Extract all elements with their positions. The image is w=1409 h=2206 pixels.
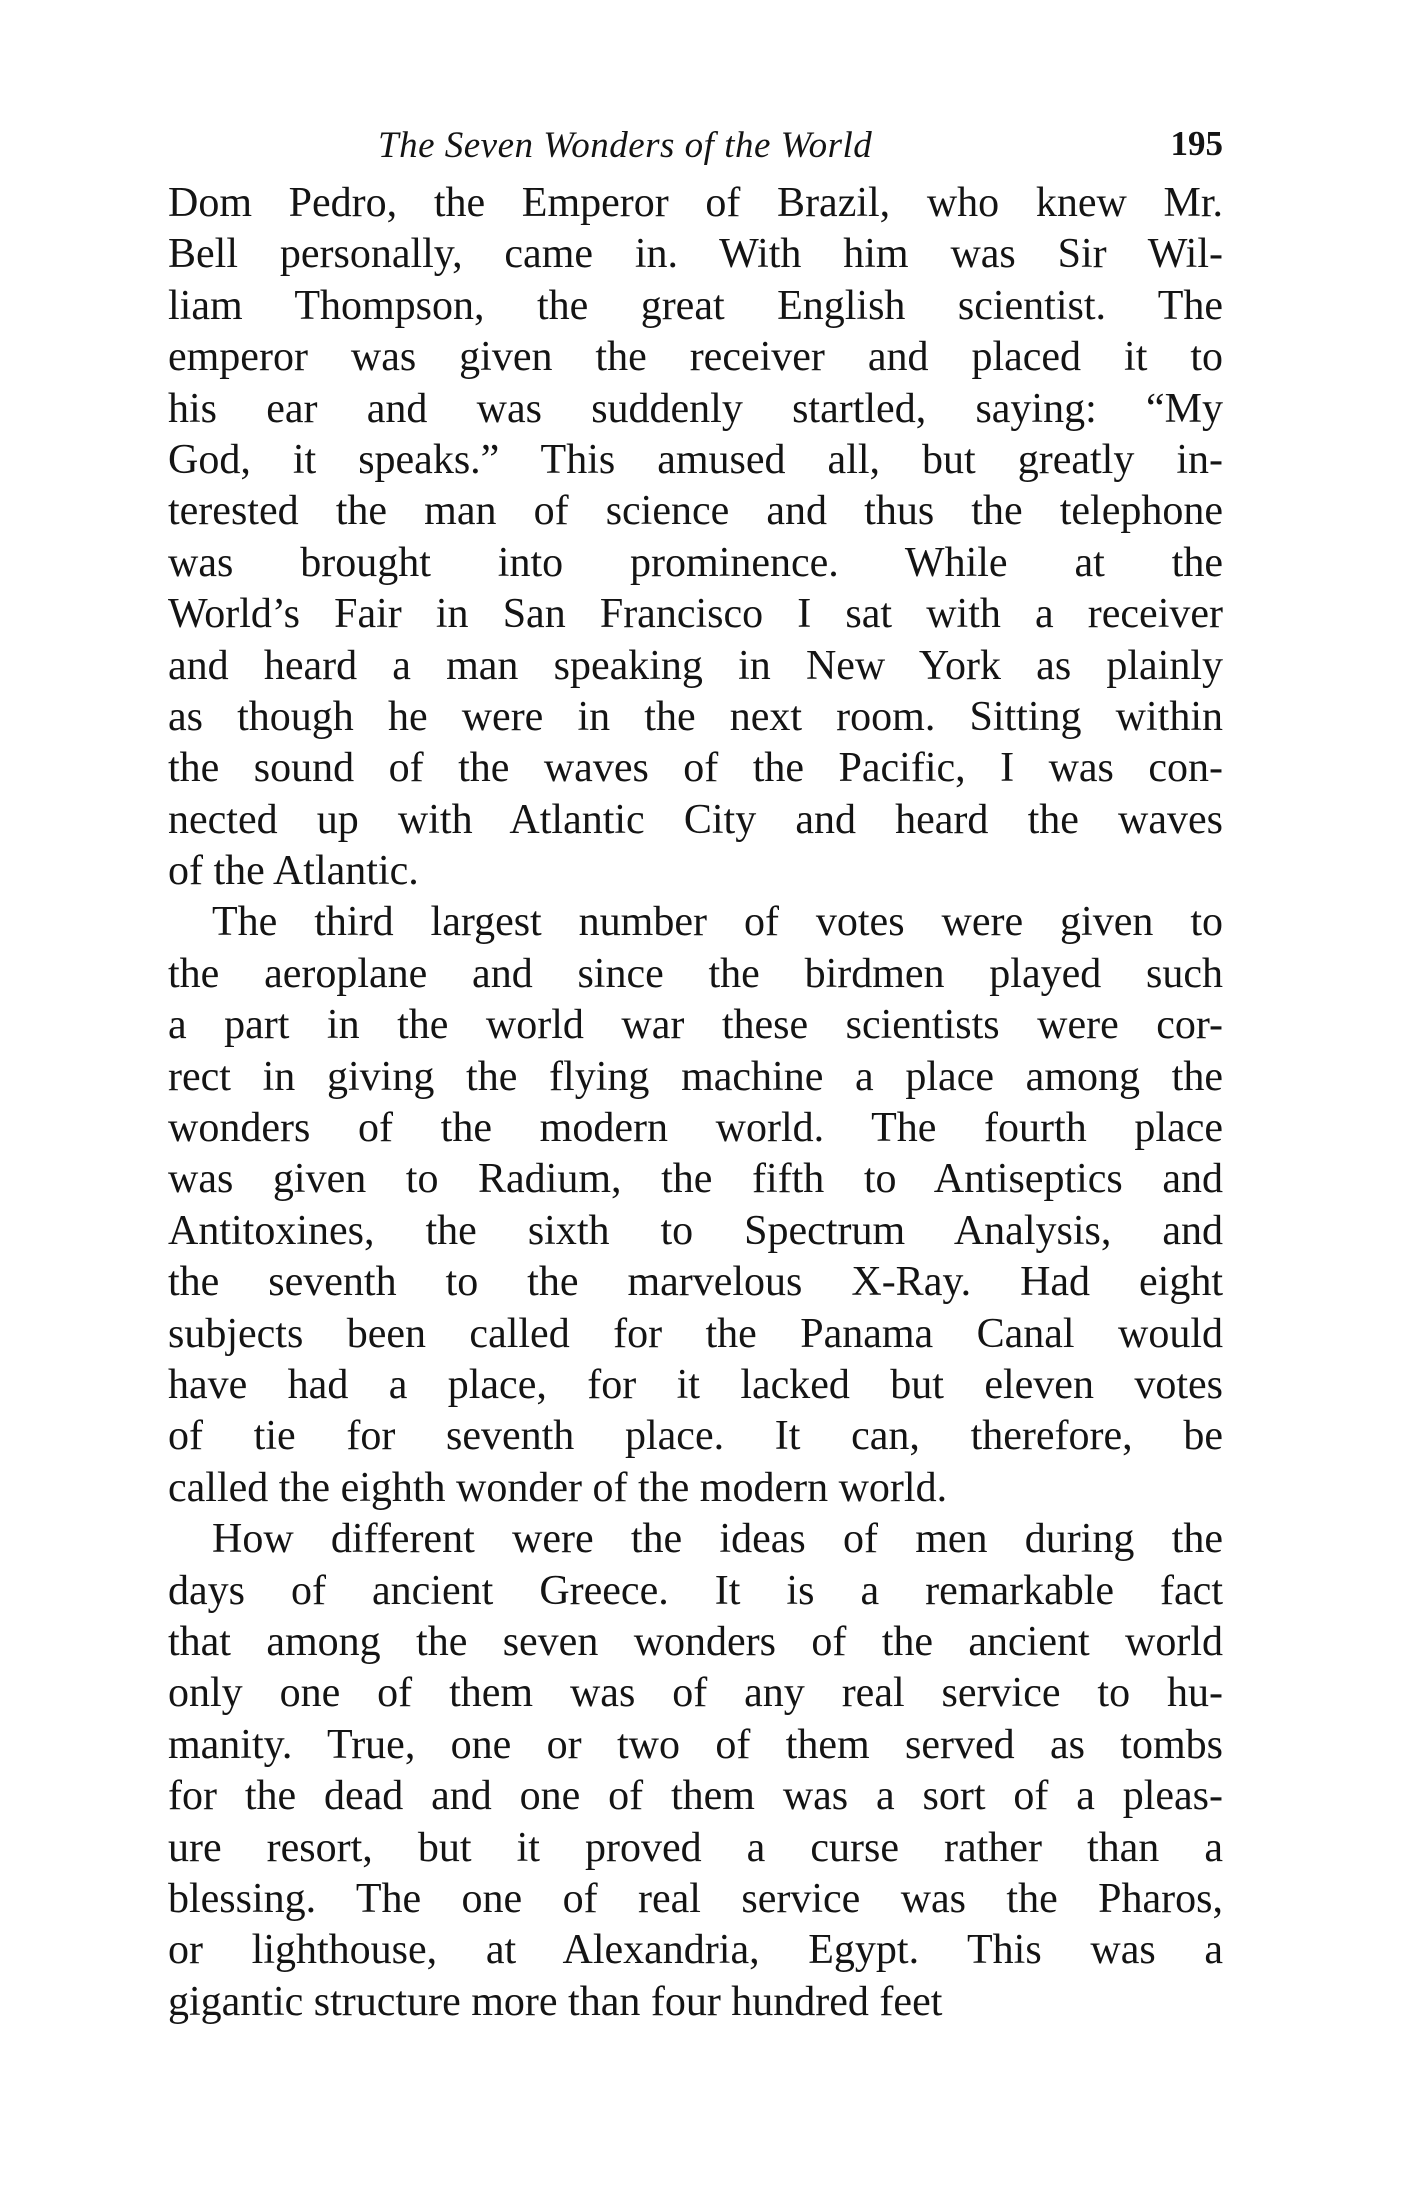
- text-line: nected up with Atlantic City and heard the waves: [168, 796, 1223, 843]
- text-line: terested the man of science and thus the telephone: [168, 488, 1223, 535]
- text-line: the aeroplane and since the birdmen played such: [168, 950, 1223, 997]
- text-line: ure resort, but it proved a curse rather than a: [168, 1824, 1223, 1871]
- text-line: only one of them was of any real service to hu-: [168, 1670, 1223, 1717]
- text-line: emperor was given the receiver and placed it to: [168, 334, 1223, 381]
- text-line: The third largest number of votes were given to: [212, 899, 1223, 946]
- text-line: manity. True, one or two of them served as tombs: [168, 1721, 1223, 1768]
- text-line: subjects been called for the Panama Canal would: [168, 1310, 1223, 1357]
- text-line: World’s Fair in San Francisco I sat with a receiver: [168, 591, 1223, 638]
- text-line: and heard a man speaking in New York as plainly: [168, 642, 1223, 689]
- paragraph-3: [168, 1514, 1223, 2028]
- text-line: rect in giving the flying machine a place among the: [168, 1053, 1223, 1100]
- text-line: blessing. The one of real service was the Pharos,: [168, 1875, 1223, 1922]
- paragraph-2: [168, 897, 1223, 1514]
- text-line: was given to Radium, the fifth to Antiseptics and: [168, 1156, 1223, 1203]
- text-line: the sound of the waves of the Pacific, I was con-: [168, 745, 1223, 792]
- text-line: have had a place, for it lacked but eleven votes: [168, 1361, 1223, 1408]
- text-line: as though he were in the next room. Sitting within: [168, 693, 1223, 740]
- running-head: [168, 118, 1223, 178]
- text-line: of tie for seventh place. It can, therefore, be: [168, 1413, 1223, 1460]
- book-page: [168, 118, 1223, 2028]
- text-line: God, it speaks.” This amused all, but greatly in-: [168, 436, 1223, 483]
- paragraph-1: [168, 178, 1223, 897]
- text-line: Antitoxines, the sixth to Spectrum Analysis, and: [168, 1207, 1223, 1254]
- text-line: or lighthouse, at Alexandria, Egypt. This was a: [168, 1927, 1223, 1974]
- text-line: of the Atlantic.: [168, 848, 419, 895]
- text-line: liam Thompson, the great English scientist. The: [168, 282, 1223, 329]
- text-line: the seventh to the marvelous X-Ray. Had eight: [168, 1259, 1223, 1306]
- text-line: wonders of the modern world. The fourth place: [168, 1105, 1223, 1152]
- text-line: days of ancient Greece. It is a remarkable fact: [168, 1567, 1223, 1614]
- page-number: 195: [1170, 124, 1223, 163]
- text-line: for the dead and one of them was a sort of a pleas-: [168, 1773, 1223, 1820]
- text-line: was brought into prominence. While at the: [168, 539, 1223, 586]
- text-line: gigantic structure more than four hundred feet: [168, 1978, 943, 2025]
- text-line: a part in the world war these scientists were cor-: [168, 1002, 1223, 1049]
- text-line: called the eighth wonder of the modern world.: [168, 1464, 948, 1511]
- text-line: his ear and was suddenly startled, saying: “My: [168, 385, 1223, 432]
- text-line: that among the seven wonders of the ancient world: [168, 1618, 1223, 1665]
- text-line: How different were the ideas of men during the: [212, 1516, 1223, 1563]
- text-line: Bell personally, came in. With him was Sir Wil-: [168, 231, 1223, 278]
- running-title: The Seven Wonders of the World: [378, 125, 873, 166]
- text-line: Dom Pedro, the Emperor of Brazil, who knew Mr.: [168, 180, 1223, 226]
